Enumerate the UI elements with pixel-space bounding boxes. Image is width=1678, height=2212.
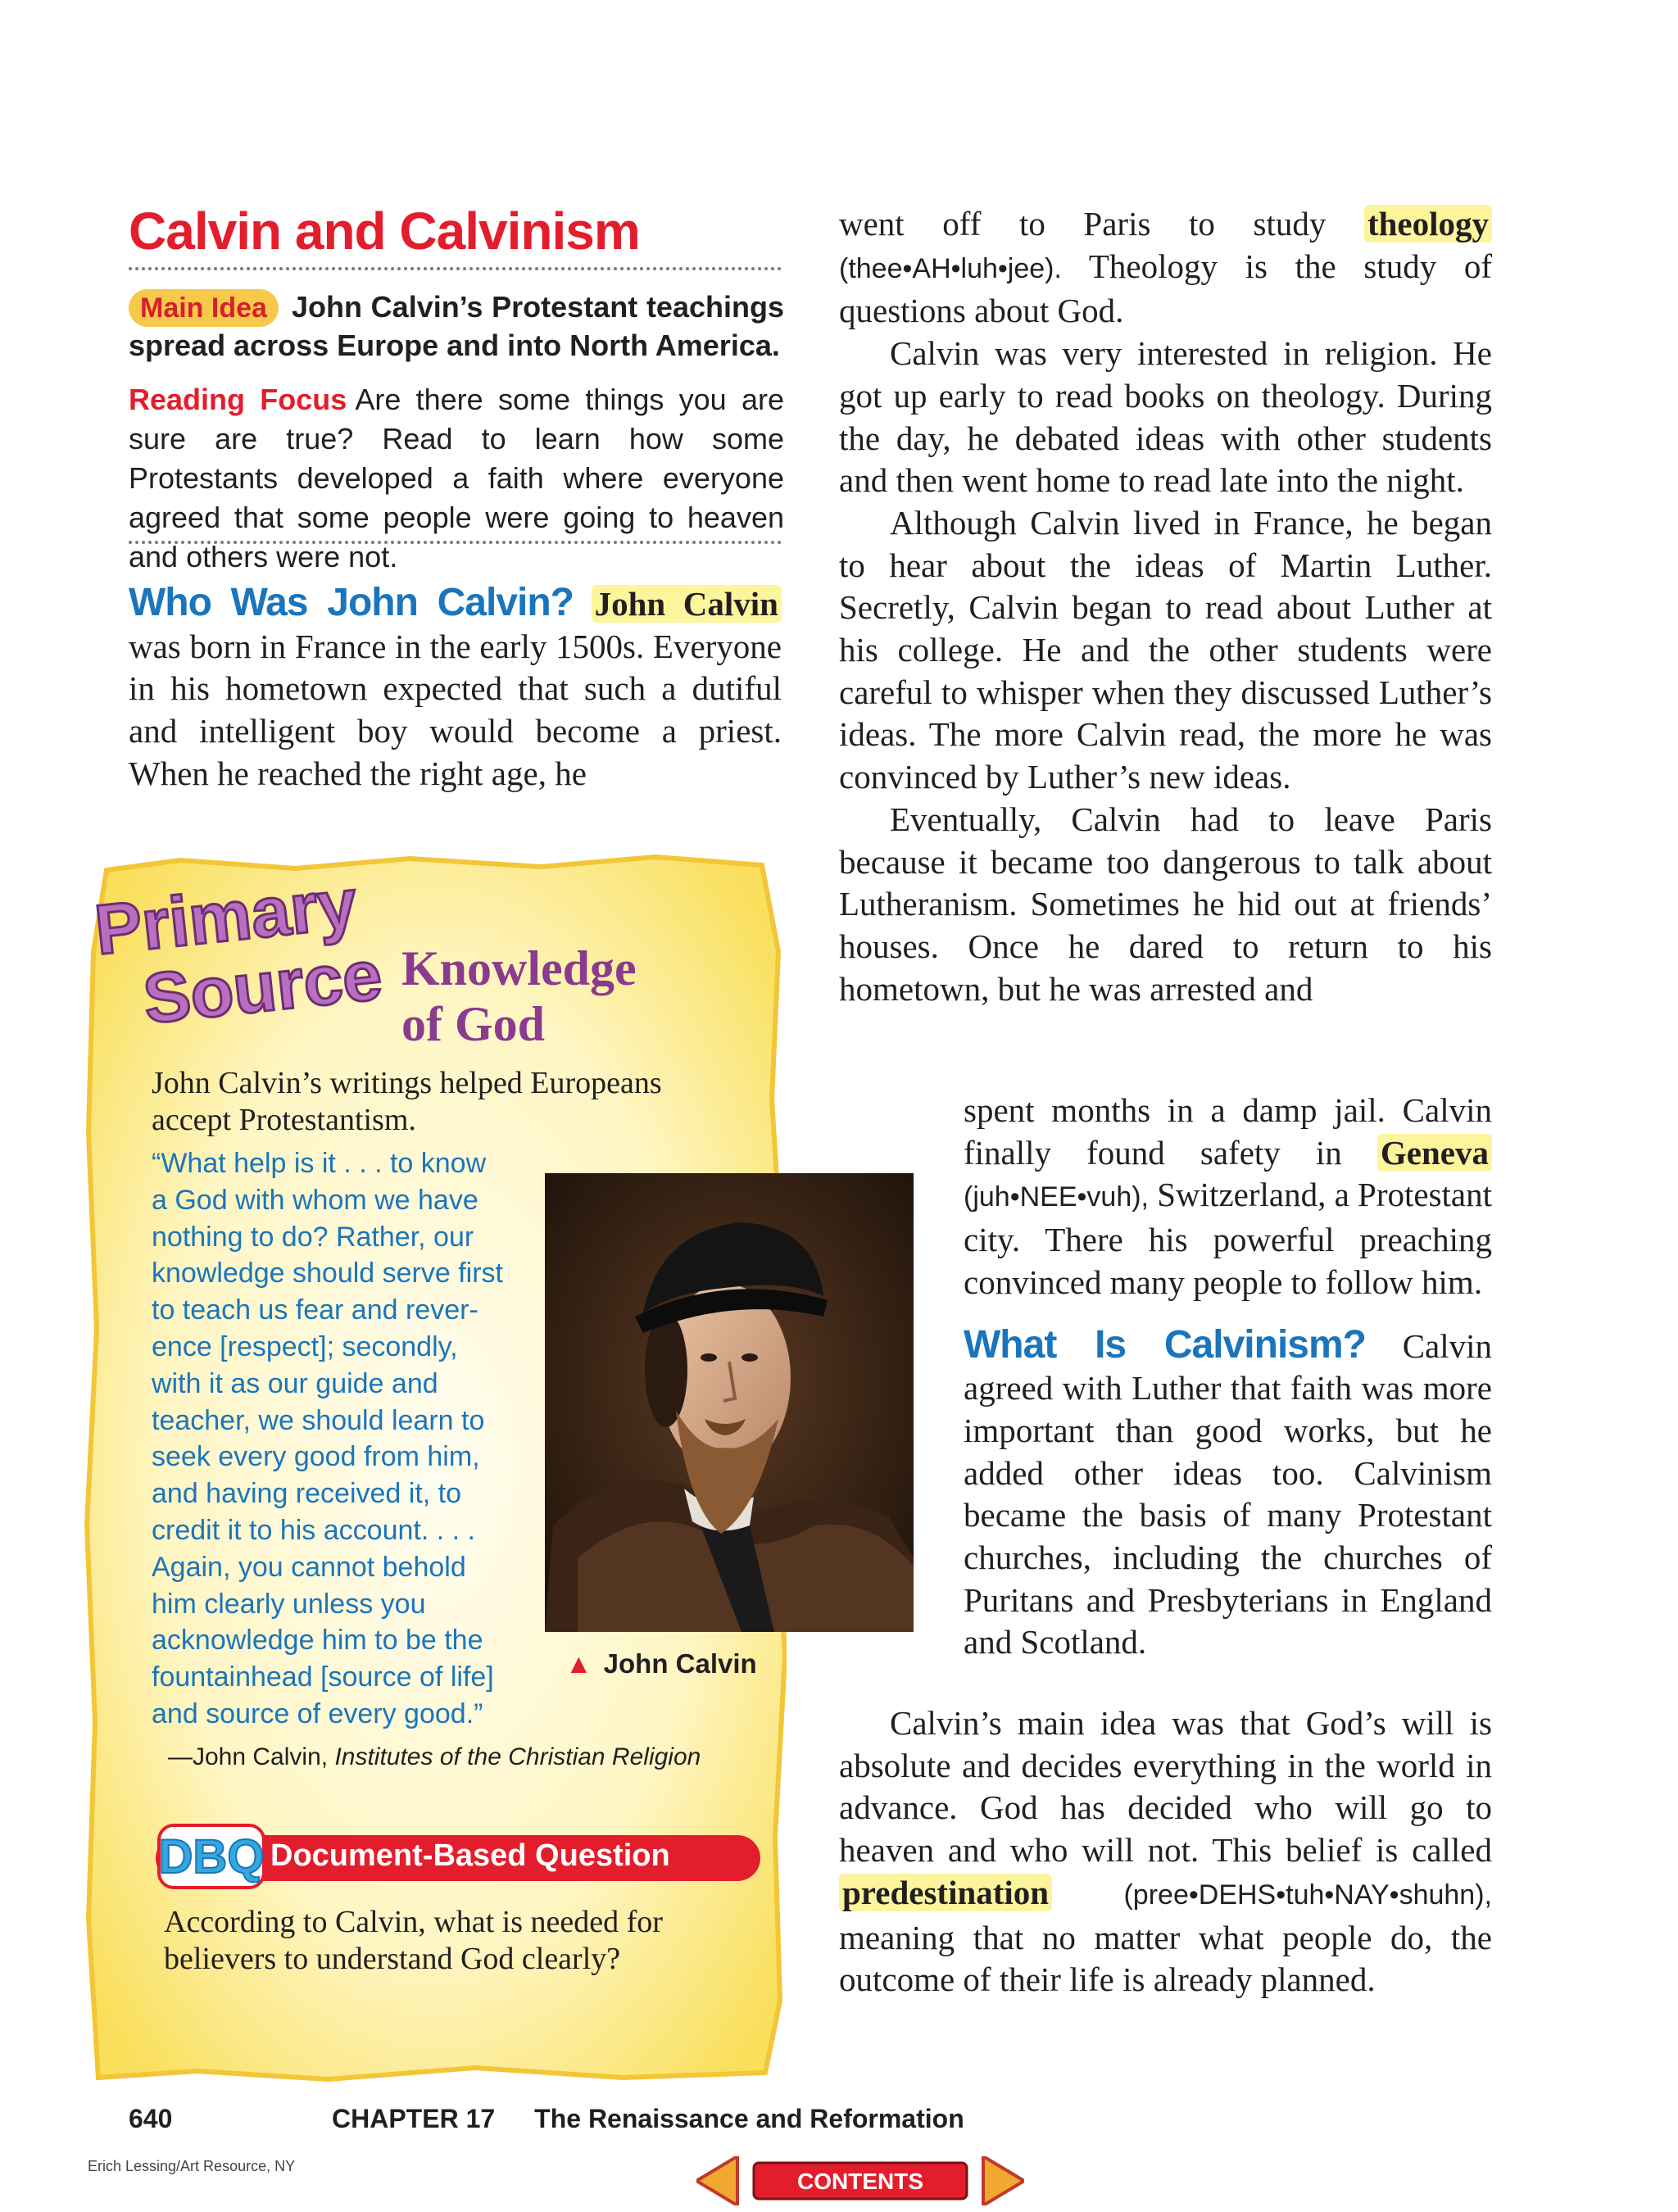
primary-source-title: Knowledge of God xyxy=(401,941,637,1051)
paragraph-what-is-calvinism: What Is Calvinism? Calvin agreed with Luther that faith was more important than good works, but he added other ideas too. Calvinism became the basis of many Protestant churches, including the churches of Puritans and Presbyterians in England and Scotland. xyxy=(964,1322,1493,1661)
primary-source-label-graphic xyxy=(82,862,393,1042)
right-column-bottom xyxy=(839,1702,1492,2001)
chapter-label: CHAPTER 17 xyxy=(332,2104,496,2133)
dbq-logo xyxy=(154,1822,269,1891)
john-calvin-portrait xyxy=(545,1173,914,1632)
quote-line: credit it to his account. . . . xyxy=(152,1514,475,1546)
primary-source-label-line1: Primary xyxy=(91,863,361,970)
quote-line: Again, you cannot behold xyxy=(152,1551,466,1583)
dbq-label: Document-Based Question xyxy=(270,1838,670,1873)
paragraph-religion: Calvin was very interested in religion. He got up early to read books on theology. During the day, he debated ideas with other students and then went home to read late into the night. xyxy=(839,334,1492,500)
portrait-caption xyxy=(565,1648,762,1679)
quote-line: and having received it, to xyxy=(152,1478,462,1510)
quote-line: him clearly unless you xyxy=(152,1588,426,1620)
pronunciation-geneva: (juh•NEE•vuh), xyxy=(964,1181,1149,1213)
contents-label: CONTENTS xyxy=(797,2169,923,2194)
term-theology: theology xyxy=(1364,205,1492,243)
dbq-logo-text: DBQ xyxy=(158,1830,265,1883)
caption-text: John Calvin xyxy=(603,1648,757,1679)
dbq-question: According to Calvin, what is needed for believers to understand God clearly? xyxy=(164,1905,663,1976)
divider-bottom xyxy=(129,541,782,544)
main-idea-badge: Main Idea xyxy=(129,289,279,327)
quote-line: knowledge should serve first xyxy=(152,1258,504,1290)
page-footer xyxy=(129,2104,1112,2134)
chapter-title: The Renaissance and Reformation xyxy=(534,2104,964,2133)
quote-line: ence [respect]; secondly, xyxy=(152,1330,458,1362)
quote-line: a God with whom we have xyxy=(152,1184,478,1216)
quote-line: nothing to do? Rather, our xyxy=(152,1221,474,1253)
who-was-calvin-section xyxy=(129,582,782,796)
quote-line: to teach us fear and rever- xyxy=(152,1294,478,1326)
section-title: Calvin and Calvinism xyxy=(129,202,640,261)
main-idea-block xyxy=(129,288,784,365)
reading-focus-block xyxy=(129,380,784,577)
reading-focus-text: Are there some things you are sure are true? Read to learn how some Protestants developed a faith where everyone agreed that some people were going to heaven and others were not. xyxy=(129,383,785,573)
contents-navigation xyxy=(696,2156,1024,2205)
attribution-work: Institutes of the Christian Religion xyxy=(334,1743,701,1770)
pronunciation-theology: (thee•AH•luh•jee). xyxy=(839,252,1062,284)
term-geneva: Geneva xyxy=(1377,1134,1492,1172)
quote-line: seek every good from him, xyxy=(152,1441,480,1473)
term-predestination: predestination xyxy=(839,1874,1052,1911)
divider-top xyxy=(129,267,782,270)
quote-line: and source of every good.” xyxy=(152,1698,483,1729)
term-john-calvin: John Calvin xyxy=(592,585,782,623)
quote-line: acknowledge him to be the xyxy=(152,1625,483,1657)
primary-source-quote xyxy=(152,1145,512,1733)
paragraph-paris: Eventually, Calvin had to leave Paris because it became too dangerous to talk about Lutheranism. Sometimes he hid out at friends’ houses. Once he dared to return to his hometown, but he was arrested and xyxy=(839,800,1492,1008)
triangle-up-icon: ▲ xyxy=(565,1648,592,1679)
paragraph-predestination: Calvin’s main idea was that God’s will is absolute and decides everything in the world in advance. God has decided who will go to heaven and who will not. This belief is called predestination (pree•DEHS•tuh•NAY•shuhn), meaning that no matter what people do, the outcome of their life is already planned. xyxy=(839,1704,1492,1999)
quote-attribution xyxy=(168,1743,758,1771)
quote-line: with it as our guide and xyxy=(152,1367,438,1399)
page-number: 640 xyxy=(129,2104,173,2133)
main-idea-text: John Calvin’s Protestant teachings spread across Europe and into North America. xyxy=(129,290,784,362)
attribution-author: —John Calvin, xyxy=(168,1743,329,1770)
photo-credit: Erich Lessing/Art Resource, NY xyxy=(88,2158,296,2174)
paragraph-geneva: spent months in a damp jail. Calvin finally found safety in Geneva (juh•NEE•vuh), Switzerland, a Protestant city. There his powerful preaching convinced many people to follow him. xyxy=(964,1091,1493,1301)
who-was-calvin-text: was born in France in the early 1500s. Everyone in his hometown expected that such a dutiful and intelligent boy would become a priest. When he reached the right age, he xyxy=(129,627,782,792)
pronunciation-predestination: (pree•DEHS•tuh•NAY•shuhn), xyxy=(1123,1879,1492,1911)
primary-source-intro: John Calvin’s writings helped Europeans accept Protestantism. xyxy=(152,1066,662,1137)
contents-button[interactable] xyxy=(754,2163,967,2199)
quote-line: fountainhead [source of life] xyxy=(152,1661,494,1693)
quote-line: “What help is it . . . to know xyxy=(152,1148,487,1179)
primary-source-label-line2: Source xyxy=(139,936,386,1040)
reading-focus-label: Reading Focus xyxy=(129,383,347,416)
next-page-arrow-icon[interactable] xyxy=(983,2156,1024,2205)
right-column-indented xyxy=(964,1090,1492,1664)
quote-line: teacher, we should learn to xyxy=(152,1404,485,1436)
paragraph-luther: Although Calvin lived in France, he began to hear about the ideas of Martin Luther. Secretly, Calvin began to read about Luther at his college. He and the other students were careful to whisper when they discussed Luther’s ideas. The more Calvin read, the more he was convinced by Luther’s new ideas. xyxy=(839,503,1492,796)
previous-page-arrow-icon[interactable] xyxy=(696,2156,737,2205)
what-is-calvinism-heading: What Is Calvinism? xyxy=(964,1322,1366,1367)
paragraph-theology: went off to Paris to study theology (thee•AH•luh•jee). Theology is the study of questions about God. xyxy=(839,205,1492,330)
right-column-top xyxy=(839,203,1492,1010)
who-was-calvin-heading: Who Was John Calvin? xyxy=(129,581,574,624)
